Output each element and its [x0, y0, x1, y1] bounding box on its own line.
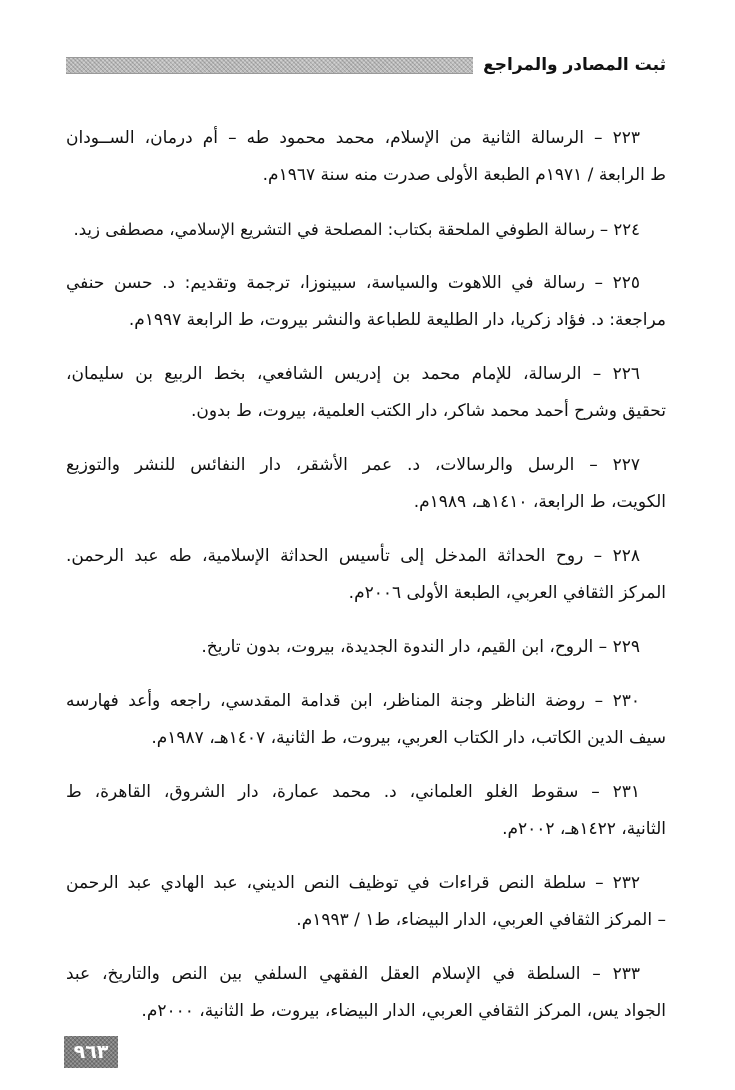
- entry-line: ٢٢٥ – رسالة في اللاهوت والسياسة، سبينوزا، ترجمة وتقديم: د. حسن حنفي: [66, 273, 640, 293]
- entry-line: سيف الدين الكاتب، دار الكتاب العربي، بيروت، ط الثانية، ١٤٠٧هـ، ١٩٨٧م.: [151, 728, 666, 748]
- entry-line: ٢٢٦ – الرسالة، للإمام محمد بن إدريس الشافعي، بخط الربيع بن سليمان،: [66, 364, 640, 384]
- entry-line: – المركز الثقافي العربي، الدار البيضاء، ط١ / ١٩٩٣م.: [296, 910, 666, 930]
- entry-line: ٢٣٢ – سلطة النص قراءات في توظيف النص الديني، عبد الهادي عبد الرحمن: [66, 873, 640, 893]
- entry-line: المركز الثقافي العربي، الطبعة الأولى ٢٠٠٦م.: [348, 583, 666, 603]
- entry-line: ٢٣١ – سقوط الغلو العلماني، د. محمد عمارة، دار الشروق، القاهرة، ط: [66, 782, 640, 802]
- header-title: ثبت المصادر والمراجع: [483, 55, 666, 75]
- entry-line: ٢٣٠ – روضة الناظر وجنة المناظر، ابن قدامة المقدسي، راجعه وأعد فهارسه: [66, 691, 640, 711]
- bibliography-entry-223: [66, 120, 666, 194]
- entry-line: الكويت، ط الرابعة، ١٤١٠هـ، ١٩٨٩م.: [413, 492, 666, 512]
- entry-line: مراجعة: د. فؤاد زكريا، دار الطليعة للطباعة والنشر بيروت، ط الرابعة ١٩٩٧م.: [128, 310, 666, 330]
- bibliography-entry-227: [66, 447, 666, 521]
- bibliography-entry-228: [66, 538, 666, 612]
- bibliography-entry-226: [66, 356, 666, 430]
- entry-line: تحقيق وشرح أحمد محمد شاكر، دار الكتب العلمية، بيروت، ط بدون.: [191, 401, 666, 421]
- bibliography-entry-229: [66, 629, 666, 666]
- entry-line: ٢٢٩ – الروح، ابن القيم، دار الندوة الجديدة، بيروت، بدون تاريخ.: [201, 637, 640, 657]
- entry-line: الثانية، ١٤٢٢هـ، ٢٠٠٢م.: [502, 819, 666, 839]
- page-number: ٩٦٣: [64, 1036, 118, 1068]
- entry-line: ط الرابعة / ١٩٧١م الطبعة الأولى صدرت منه سنة ١٩٦٧م.: [262, 165, 666, 185]
- bibliography-entry-232: [66, 865, 666, 939]
- entry-line: ٢٢٧ – الرسل والرسالات، د. عمر الأشقر، دار النفائس للنشر والتوزيع: [66, 455, 640, 475]
- bibliography-entry-225: [66, 265, 666, 339]
- header-decorative-bar: [66, 57, 473, 74]
- entry-line: ٢٢٣ – الرسالة الثانية من الإسلام، محمد محمود طه – أم درمان، الســودان: [66, 128, 640, 148]
- running-header: [66, 52, 666, 78]
- entry-line: الجواد يس، المركز الثقافي العربي، الدار البيضاء، بيروت، ط الثانية، ٢٠٠٠م.: [141, 1001, 666, 1021]
- entry-line: ٢٢٤ – رسالة الطوفي الملحقة بكتاب: المصلحة في التشريع الإسلامي، مصطفى زيد.: [73, 220, 640, 239]
- bibliography-entry-233: [66, 956, 666, 1030]
- entry-line: ٢٢٨ – روح الحداثة المدخل إلى تأسيس الحداثة الإسلامية، طه عبد الرحمن.: [66, 546, 640, 566]
- entry-line: ٢٣٣ – السلطة في الإسلام العقل الفقهي السلفي بين النص والتاريخ، عبد: [66, 964, 640, 984]
- bibliography-entry-231: [66, 774, 666, 848]
- bibliography-entry-224: [66, 211, 666, 248]
- bibliography-list: [66, 120, 666, 1047]
- bibliography-entry-230: [66, 683, 666, 757]
